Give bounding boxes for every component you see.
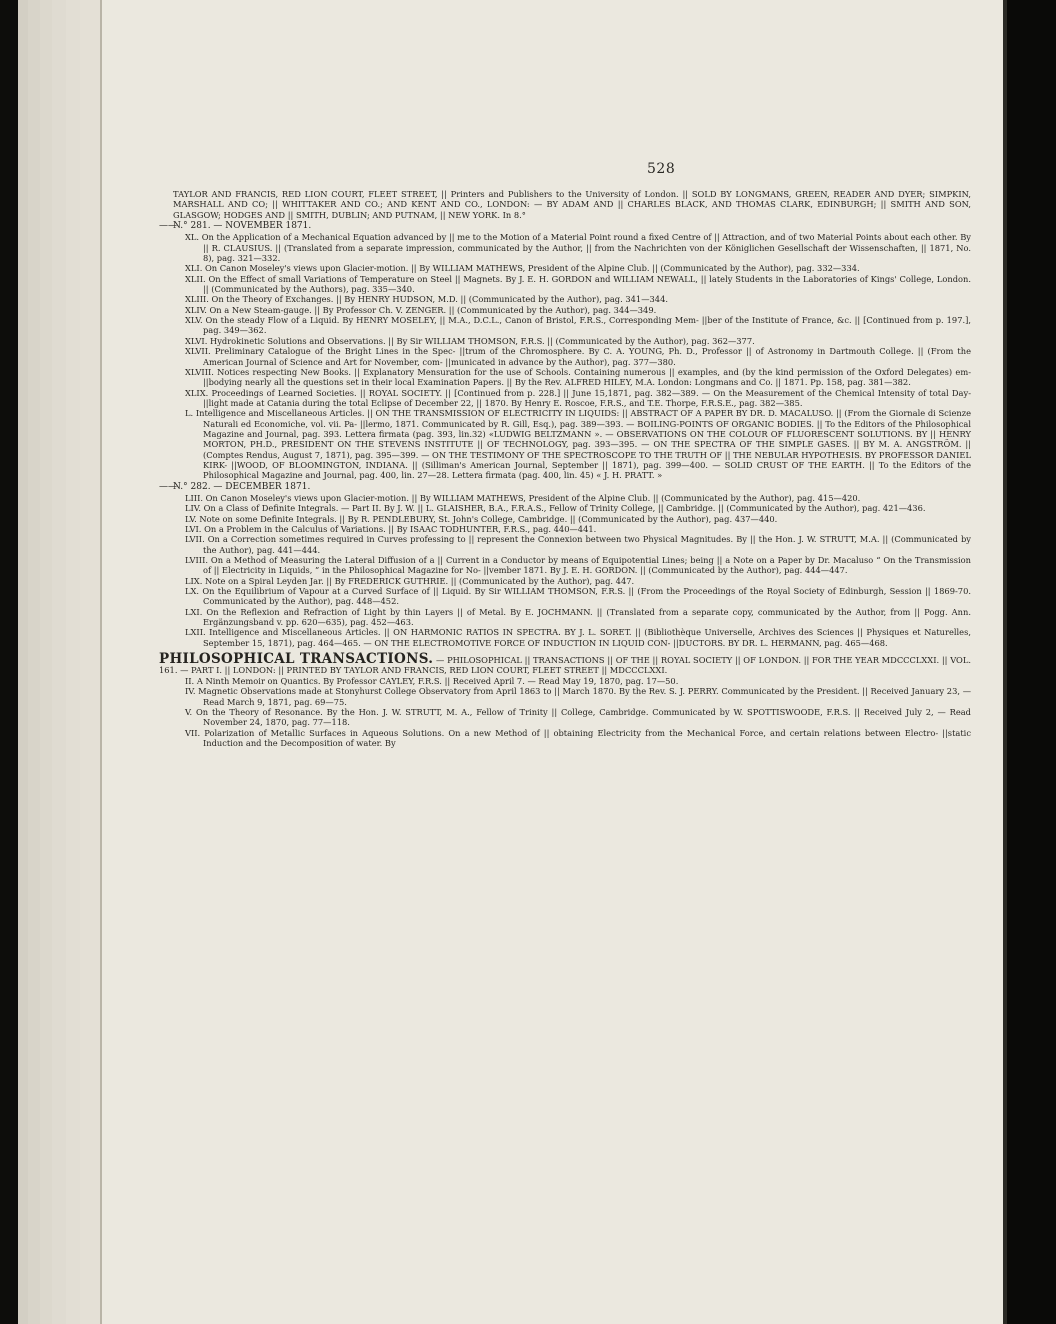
entry: XLII. On the Effect of small Variations of Temperature on Steel || Magnets. By J. E. H. GORDON and WILLIAM NEWALL, || lately Students in the Laboratories of Kings' College, London. || (Communicated by the Authors), pag. 335—340. xyxy=(185,273,971,295)
entry: LV. Note on some Definite Integrals. || By R. PENDLEBURY, St. John's College, Cambridge. || (Communicated by the Author), pag. 437—440. xyxy=(185,513,778,524)
entry: XLIX. Proceedings of Learned Societies. || ROYAL SOCIETY. || [Continued from p. 228.] || June 15,1871, pag. 382—389. — On the Measurement of the Chemical Intensity of total Day- ||light made at Catania during the total Eclipse of December 22, || 1870. By Henry E. Roscoe, F.R.S., and T.E. Thorpe, F.R.S.E., pag. 382—385. xyxy=(185,387,971,408)
entry: LVIII. On a Method of Measuring the Lateral Diffusion of a || Current in a Conductor by means of Equipotential Lines; being || a Note on a Paper by Dr. Macaluso “ On the Transmission of || Electricity in Liquids, ” in the Philosophical Magazine for No- ||vember 1871. By J. E. H. GORDON. || (Communicated by the Author), pag. 444—447. xyxy=(185,555,971,576)
entry: XL. On the Application of a Mechanical Equation advanced by || me to the Motion of a Material Point round a fixed Centre of || Attraction, and of two Material Points about each other. By || R. CLAUSIUS. || (Translated from a separate impression, communicated by the Author, || from the Nachrichten von der Königlichen Gesellschaft der Wissenschaften, || 1871, No. 8), pag. 321—332. xyxy=(185,232,971,264)
page-body xyxy=(159,189,971,748)
page-number: 528 xyxy=(647,161,676,177)
scan-border xyxy=(1003,0,1056,1324)
entry: XLVII. Preliminary Catalogue of the Bright Lines in the Spec- ||trum of the Chromosphere. By C. A. YOUNG, Ph. D., Professor || of Astronomy in Dartmouth College. || (From the American Journal of Science and Art for November, com- ||municated in advance by the Author), pag. 377—380. xyxy=(185,346,971,367)
entry: VII. Polarization of Metallic Surfaces in Aqueous Solutions. On a new Method of || obtaining Electricity from the Mechanical Force, and certain relations between Electro- ||static Induction and the Decomposition of water. By xyxy=(185,727,971,748)
phil-trans-title: PHILOSOPHICAL TRANSACTIONS. xyxy=(159,651,434,668)
entry: LX. On the Equilibrium of Vapour at a Curved Surface of || Liquid. By Sir WILLIAM THOMSON, F.R.S. || (From the Proceedings of the Royal Society of Edinburgh, Session || 1869-70. Communicated by the Author), pag. 448—452. xyxy=(185,586,971,607)
issue-heading: ——N.° 282. — DECEMBER 1871. xyxy=(159,481,311,492)
phil-trans-subtitle: — PHILOSOPHICAL || TRANSACTIONS || OF THE || ROYAL SOCIETY || OF LONDON. || FOR THE YEAR MDCCCLXXI. || VOL. 161. — PART I. || LONDON: || PRINTED BY TAYLOR AND FRANCIS, RED LION COURT, FLEET STREET || MDCCCLXXI. xyxy=(159,655,971,676)
entry: LXII. Intelligence and Miscellaneous Articles. || ON HARMONIC RATIOS IN SPECTRA. BY J. L. SORET. || (Bibliothèque Universelle, Archives des Sciences || Physiques et Naturelles, September 15, 1871), pag. 464—465. — ON THE ELECTROMOTIVE FORCE OF INDUCTION IN LIQUID CON- ||DUCTORS. BY DR. L. HERMANN, pag. 465—468. xyxy=(185,627,971,648)
entry: LVI. On a Problem in the Calculus of Variations. || By ISAAC TODHUNTER, F.R.S., pag. 440—441. xyxy=(185,524,597,534)
issue-282 xyxy=(159,481,971,649)
entry: II. A Ninth Memoir on Quantics. By Professor CAYLEY, F.R.S. || Received April 7. — Read May 19, 1870, pag. 17—50. xyxy=(185,675,679,686)
publisher-intro: TAYLOR AND FRANCIS, RED LION COURT, FLEET STREET, || Printers and Publishers to the University of London. || SOLD BY LONGMANS, GREEN, READER AND DYER; SIMPKIN, MARSHALL AND CO; || WHITTAKER AND CO.; AND KENT AND CO., LONDON: — BY ADAM AND || CHARLES BLACK, AND THOMAS CLARK, EDINBURGH; || SMITH AND SON, GLASGOW; HODGES AND || SMITH, DUBLIN; AND PUTNAM, || NEW YORK. In 8.° xyxy=(173,189,971,220)
entry: V. On the Theory of Resonance. By the Hon. J. W. STRUTT, M. A., Fellow of Trinity || College, Cambridge. Communicated by W. SPOTTISWOODE, F.R.S. || Received July 2, — Read November 24, 1870, pag. 77—118. xyxy=(185,706,971,728)
issue-281 xyxy=(159,221,971,481)
entry: XLV. On the steady Flow of a Liquid. By HENRY MOSELEY, || M.A., D.C.L., Canon of Bristol, F.R.S., Corresponding Mem- ||ber of the Institute of France, &c. || [Continued from p. 197.], pag. 349—362. xyxy=(185,315,971,336)
entry: XLVIII. Notices respecting New Books. || Explanatory Mensuration for the use of Schools. Containing numerous || examples, and (by the kind permission of the Oxford Delegates) em- ||bodying nearly all the questions set in their local Examination Papers. || By the Rev. ALFRED HILEY, M.A. London: Longmans and Co. || 1871. Pp. 158, pag. 381—382. xyxy=(185,366,971,388)
phil-trans-section xyxy=(159,651,971,748)
entry: L. Intelligence and Miscellaneous Articles. || ON THE TRANSMISSION OF ELECTRICITY IN LIQUIDS: || ABSTRACT OF A PAPER BY DR. D. MACALUSO. || (From the Giornale di Scienze Naturali ed Economiche, vol. vii. Pa- ||lermo, 1871. Communicated by R. Gill, Esq.), pag. 389—393. — BOILING-POINTS OF ORGANIC BODIES. || To the Editors of the Philosophical Magazine and Journal, pag. 393. Lettera firmata (pag. 393, lin.32) «LUDWIG BELTZMANN ». — OBSERVATIONS ON THE COLOUR OF FLUORESCENT SOLUTIONS. BY || HENRY MORTON, PH.D., PRESIDENT ON THE STEVENS INSTITUTE || OF TECHNOLOGY, pag. 393—395. — ON THE SPECTRA OF THE SIMPLE GASES. || BY M. A. ANGSTRÖM. || (Comptes Rendus, August 7, 1871), pag. 395—399. — ON THE TESTIMONY OF THE SPECTROSCOPE TO THE TRUTH OF || THE NEBULAR HYPOTHESIS. BY PROFESSOR DANIEL KIRK- ||WOOD, OF BLOOMINGTON, INDIANA. || (Silliman's American Journal, September || 1871), pag. 399—400. — SOLID CRUST OF THE EARTH. || To the Editors of the Philosophical Magazine and Journal, pag. 400, lin. 27—28. Lettera firmata (pag. 400, lin. 45) « J. H. PRATT. » xyxy=(185,408,971,481)
entry: LXI. On the Reflexion and Refraction of Light by thin Layers || of Metal. By E. JOCHMANN. || (Translated from a separate copy, communicated by the Author, from || Pogg. Ann. Ergänzungsband v. pp. 620—635), pag. 452—463. xyxy=(185,606,971,628)
entry: IV. Magnetic Observations made at Stonyhurst College Observatory from April 1863 to || March 1870. By the Rev. S. J. PERRY. Communicated by the President. || Received January 23, — Read March 9, 1871, pag. 69—75. xyxy=(185,686,971,707)
entry: XLIII. On the Theory of Exchanges. || By HENRY HUDSON, M.D. || (Communicated by the Author), pag. 341—344. xyxy=(185,294,668,305)
entry: LIX. Note on a Spiral Leyden Jar. || By FREDERICK GUTHRIE. || (Communicated by the Author), pag. 447. xyxy=(185,575,635,586)
entry: LIV. On a Class of Definite Integrals. — Part II. By J. W. || L. GLAISHER, B.A., F.R.A.S., Fellow of Trinity College, || Cambridge. || (Communicated by the Author), pag. 421—436. xyxy=(185,503,926,514)
issue-heading: ——N.° 281. — NOVEMBER 1871. xyxy=(159,221,312,232)
entry: XLIV. On a New Steam-gauge. || By Professor Ch. V. ZENGER. || (Communicated by the Author), pag. 344—349. xyxy=(185,304,657,315)
entry: LVII. On a Correction sometimes required in Curves professing to || represent the Connexion between two Physical Magnitudes. By || the Hon. J. W. STRUTT, M.A. || (Communicated by the Author), pag. 441—444. xyxy=(185,534,971,555)
entry: LIII. On Canon Moseley's views upon Glacier-motion. || By WILLIAM MATHEWS, President of the Alpine Club. || (Communicated by the Author), pag. 415—420. xyxy=(185,492,861,503)
entry: XLVI. Hydrokinetic Solutions and Observations. || By Sir WILLIAM THOMSON, F.R.S. || (Communicated by the Author), pag. 362—377. xyxy=(185,335,755,346)
entry: XLI. On Canon Moseley's views upon Glacier-motion. || By WILLIAM MATHEWS, President of the Alpine Club. || (Communicated by the Author), pag. 332—334. xyxy=(185,263,860,274)
